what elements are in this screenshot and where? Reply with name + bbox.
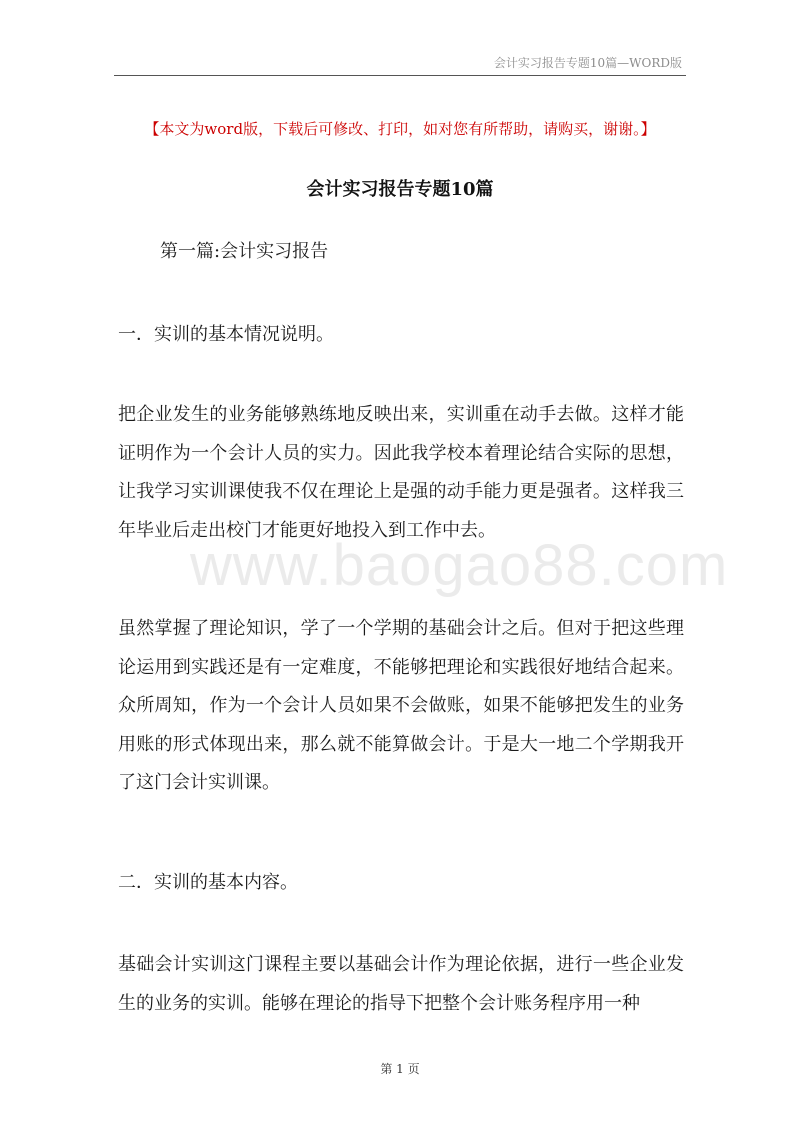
paragraph-1: 把企业发生的业务能够熟练地反映出来，实训重在动手去做。这样才能证明作为一个会计人员的实力。因此我学校本着理论结合实际的思想，让我学习实训课使我不仅在理论上是强的动手能力更是强者。这样我三年毕业后走出校门才能更好地投入到工作中去。 bbox=[118, 404, 684, 541]
page-number: 第 1 页 bbox=[380, 1062, 420, 1076]
paragraph-3: 基础会计实训这门课程主要以基础会计作为理论依据，进行一些企业发生的业务的实训。能够在理论的指导下把整个会计账务程序用一种 bbox=[118, 954, 684, 1014]
section-heading-1: 一．实训的基本情况说明。 bbox=[118, 324, 334, 345]
document-title: 会计实习报告专题10篇 bbox=[306, 179, 494, 200]
chapter-subtitle: 第一篇:会计实习报告 bbox=[160, 241, 329, 262]
paragraph-2: 虽然掌握了理论知识，学了一个学期的基础会计之后。但对于把这些理论运用到实践还是有一定难度，不能够把理论和实践很好地结合起来。众所周知，作为一个会计人员如果不会做账，如果不能够把发生的业务用账的形式体现出来，那么就不能算做会计。于是大一地二个学期我开了这门会计实训课。 bbox=[118, 618, 684, 793]
header-divider bbox=[114, 75, 686, 76]
section-heading-2: 二．实训的基本内容。 bbox=[118, 872, 298, 893]
watermark: www.baogao88.com bbox=[190, 533, 729, 598]
running-header: 会计实习报告专题10篇—WORD版 bbox=[493, 56, 682, 70]
purchase-notice: 【本文为word版，下载后可修改、打印，如对您有所帮助，请购买，谢谢。】 bbox=[144, 120, 656, 138]
